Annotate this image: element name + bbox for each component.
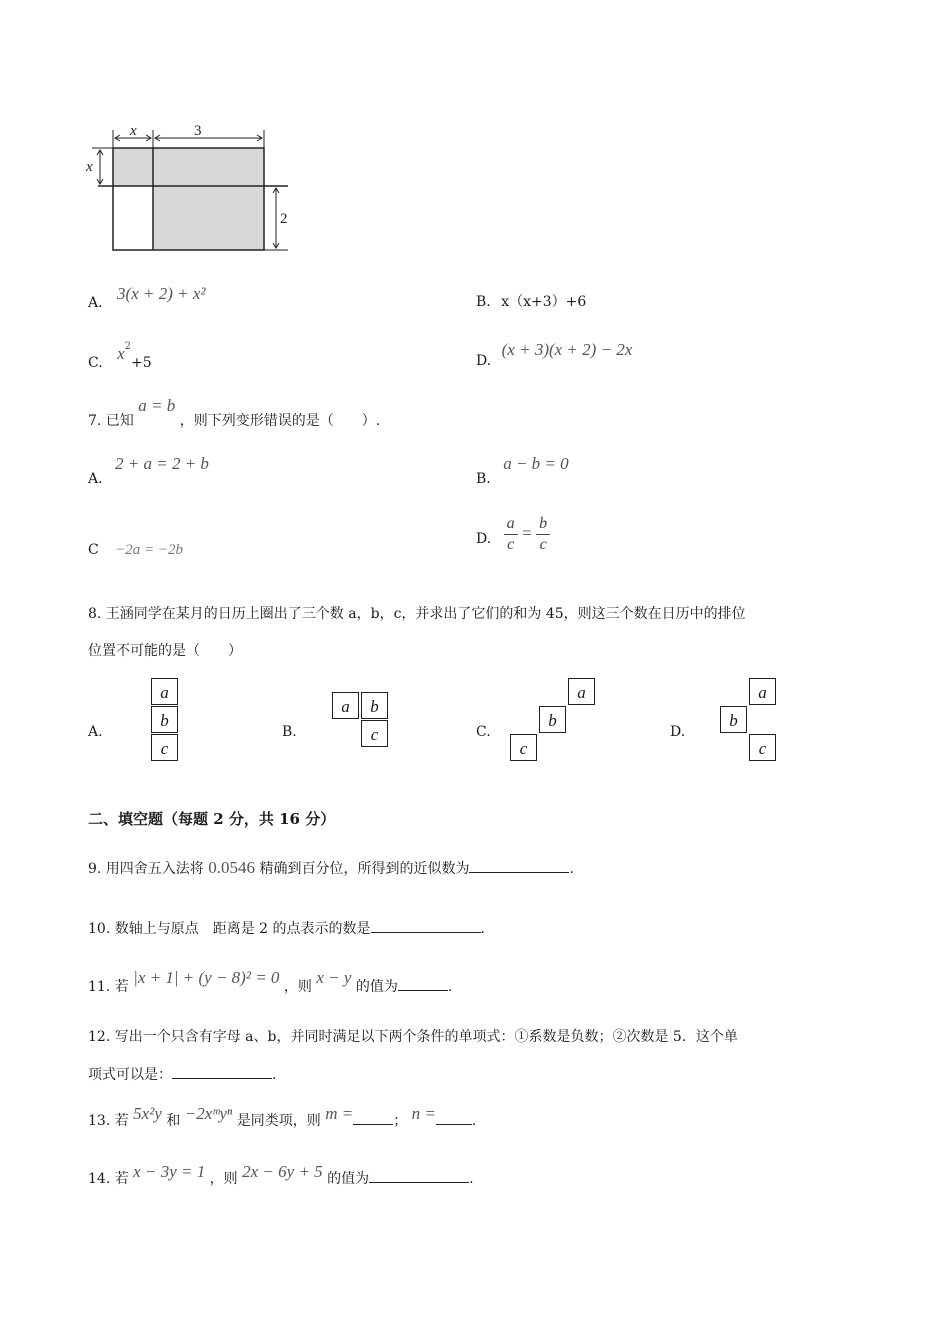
q6-c-base: x	[117, 344, 125, 363]
calendar-cell-a: a	[151, 678, 178, 705]
answer-blank[interactable]	[371, 918, 481, 933]
q12-end: .	[272, 1067, 277, 1083]
option-label: B.	[476, 294, 491, 310]
option-label: D.	[476, 353, 492, 369]
numerator: b	[539, 515, 548, 532]
q13-and: 和	[166, 1113, 181, 1129]
q7-d-frac-left	[504, 516, 518, 553]
q14-suffix: 的值为	[327, 1171, 370, 1187]
label-x-left: x	[86, 159, 93, 175]
q14-expr2: 2x − 6y + 5	[242, 1162, 323, 1181]
q8-option-d-label: D.	[670, 724, 686, 740]
answer-blank[interactable]	[172, 1064, 272, 1079]
q6-c-exp: 2	[124, 341, 132, 352]
calendar-cell-a: a	[568, 678, 595, 705]
shaded-top-strip	[113, 148, 264, 186]
calendar-cell-b: b	[151, 706, 178, 733]
option-label: B.	[476, 471, 491, 487]
q13-sep: ；	[393, 1113, 408, 1129]
q10-end: .	[480, 921, 485, 937]
label-x-top: x	[130, 123, 137, 139]
label-2: 2	[280, 211, 288, 227]
q7-d-frac-right	[536, 516, 550, 553]
q10-text: 10. 数轴上与原点 距离是 2 的点表示的数是	[88, 921, 371, 937]
q7-option-a	[88, 454, 209, 487]
q11	[88, 968, 453, 995]
answer-blank[interactable]	[469, 858, 569, 873]
q11-expr: |x + 1| + (y − 8)² = 0	[133, 968, 280, 987]
q12-line2-text: 项式可以是：	[88, 1067, 172, 1083]
q9-text-before: 9. 用四舍五入法将	[88, 861, 204, 877]
q14-expr1: x − 3y = 1	[133, 1162, 206, 1181]
q13-n: n =	[411, 1104, 436, 1123]
q6-option-b	[476, 291, 586, 311]
q13	[88, 1104, 477, 1129]
rectangle-area-figure	[82, 118, 292, 258]
q11-expr2: x − y	[316, 968, 352, 987]
q13-mid: 是同类项，则	[236, 1113, 321, 1129]
calendar-cell-a: a	[332, 692, 359, 719]
option-label: D.	[476, 530, 492, 547]
q7-c-expr: −2a = −2b	[115, 542, 184, 558]
calendar-cell-c: c	[749, 734, 776, 761]
q7-number: 7.	[88, 413, 102, 429]
answer-blank[interactable]	[398, 976, 448, 991]
q8-line1: 8. 王涵同学在某月的日历上圈出了三个数 a，b，c，并求出了它们的和为 45，则这三个数在日历中的排位	[88, 606, 746, 622]
numerator: a	[506, 515, 515, 532]
calendar-cell-c: c	[361, 720, 388, 747]
q10	[88, 918, 485, 938]
q13-expr1: 5x²y	[133, 1104, 162, 1123]
q11-end: .	[447, 979, 453, 995]
calendar-cell-b: b	[361, 692, 388, 719]
q7-stem	[88, 396, 381, 429]
q7-option-d	[476, 516, 550, 553]
q8-option-c-label: C.	[476, 724, 491, 740]
q6-option-d	[476, 340, 633, 369]
label-3: 3	[194, 123, 202, 139]
q11-suffix: 的值为	[355, 979, 398, 995]
answer-blank[interactable]	[369, 1168, 469, 1183]
option-label: A.	[88, 295, 103, 311]
option-label: C.	[88, 355, 103, 371]
denominator: c	[507, 536, 515, 553]
answer-blank-n[interactable]	[436, 1110, 472, 1125]
section-heading: 二、填空题（每题 2 分，共 16 分）	[88, 810, 336, 828]
q14	[88, 1162, 474, 1187]
q6-d-expr: (x + 3)(x + 2) − 2x	[501, 340, 633, 359]
q8-option-b-label: B.	[282, 724, 297, 740]
q8-line2: 位置不可能的是（ ）	[88, 643, 242, 659]
q7-option-c	[88, 542, 183, 559]
q7-a-expr: 2 + a = 2 + b	[115, 454, 209, 473]
q7-prefix: 已知	[105, 413, 134, 429]
q6-a-expr: 3(x + 2) + x²	[117, 284, 206, 303]
shaded-bottom-block	[153, 186, 264, 250]
q7-option-b	[476, 454, 569, 487]
option-label: C	[88, 542, 99, 558]
q13-expr2: −2xᵐyⁿ	[184, 1104, 233, 1123]
q6-b-expr: x（x+3）+6	[501, 294, 587, 310]
q14-mid: ，则	[209, 1171, 238, 1187]
q13-prefix: 13. 若	[88, 1113, 129, 1129]
q9-text-after: 精确到百分位，所得到的近似数为	[259, 861, 470, 877]
option-label: A.	[88, 471, 103, 487]
q6-option-a	[88, 284, 206, 311]
calendar-cell-b: b	[720, 706, 747, 733]
q9	[88, 858, 574, 878]
q12-line2	[88, 1064, 276, 1084]
q9-end: .	[569, 861, 574, 877]
calendar-cell-c: c	[151, 734, 178, 761]
q11-prefix: 11. 若	[88, 979, 129, 995]
q6-c-tail: +5	[131, 355, 152, 371]
denominator: c	[539, 536, 547, 553]
calendar-cell-b: b	[539, 706, 566, 733]
q8-option-a-label: A.	[88, 724, 103, 740]
calendar-cell-c: c	[510, 734, 537, 761]
q9-value: 0.0546	[208, 858, 256, 877]
q7-given: a = b	[138, 396, 176, 415]
q7-d-eq: =	[522, 523, 532, 543]
calendar-cell-a: a	[749, 678, 776, 705]
q14-prefix: 14. 若	[88, 1171, 129, 1187]
q6-option-c	[88, 341, 152, 371]
q13-end: .	[471, 1113, 477, 1129]
q7-suffix: ，则下列变形错误的是（ ）.	[179, 413, 381, 429]
q14-end: .	[469, 1171, 474, 1187]
q7-b-expr: a − b = 0	[503, 454, 569, 473]
q11-mid: ，则	[283, 979, 312, 995]
q12-line1: 12. 写出一个只含有字母 a、b，并同时满足以下两个条件的单项式：①系数是负数；②次数是 5．这个单	[88, 1029, 738, 1045]
q13-m: m =	[325, 1104, 354, 1123]
answer-blank-m[interactable]	[353, 1110, 393, 1125]
